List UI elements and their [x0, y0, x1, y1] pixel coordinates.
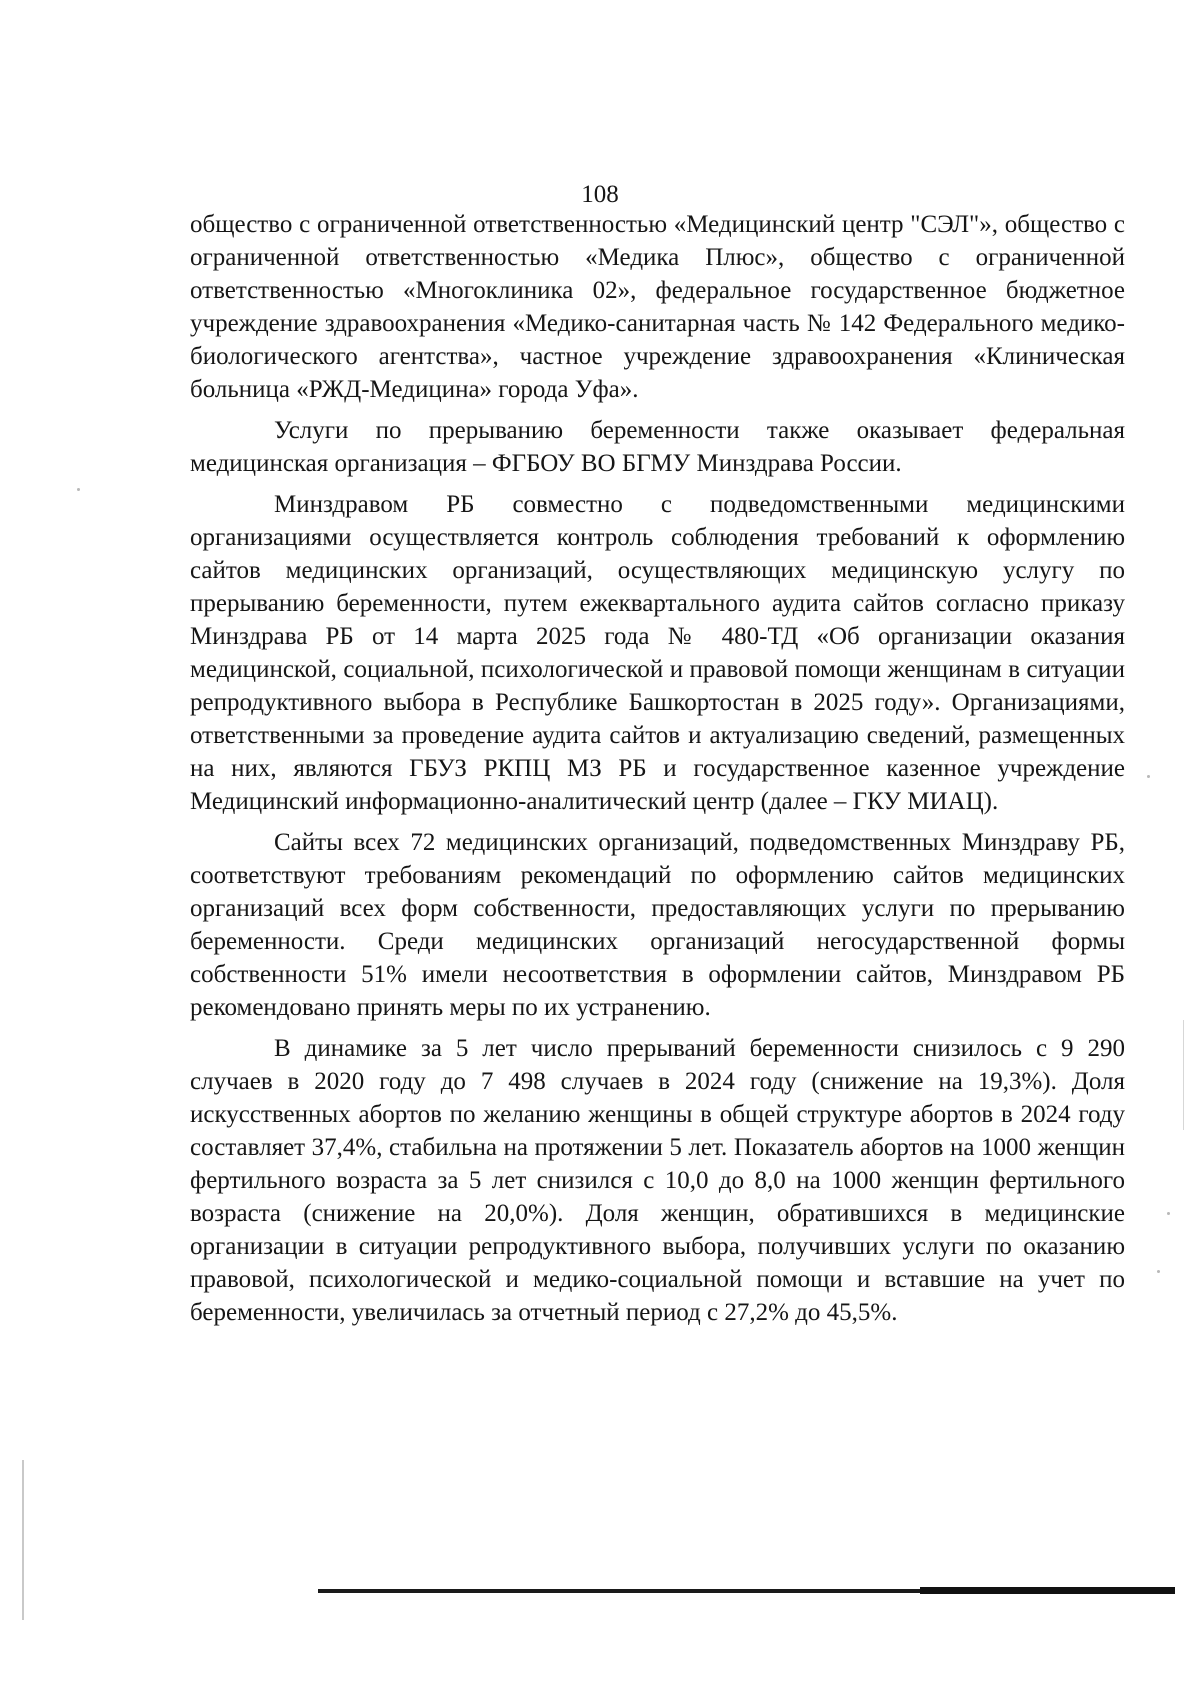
paragraph-organizations-list: общество с ограниченной ответственностью «Медицинский центр "СЭЛ"», общество с ограниченной ответственностью «Медика Плюс», общество с ограниченной ответственностью «Многоклиника 02», федеральное государственное бюджетное учреждение здравоохранения «Медико-санитарная часть № 142 Федерального медико-биологического агентства», частное учреждение здравоохранения «Клиническая больница «РЖД-Медицина» города Уфа».: [190, 211, 1125, 403]
scan-speck: [77, 488, 80, 491]
paragraph-site-audit: Минздравом РБ совместно с подведомственными медицинскими организациями осуществляется контроль соблюдения требований к оформлению сайтов медицинских организаций, осуществляющих медицинскую услугу по прерыванию беременности, путем ежеквартального аудита сайтов согласно приказу Минздрава РБ от 14 марта 2025 года № 480-ТД «Об организации оказания медицинской, социальной, психологической и правовой помощи женщинам в ситуации репродуктивного выбора в Республике Башкортостан в 2025 году». Организациями, ответственными за проведение аудита сайтов и актуализацию сведений, размещенных на них, являются ГБУЗ РКПЦ МЗ РБ и государственное казенное учреждение Медицинский информационно-аналитический центр (далее – ГКУ МИАЦ).: [190, 491, 1125, 815]
scan-edge-bottom-thick: [920, 1587, 1175, 1594]
paragraph-abortion-dynamics: В динамике за 5 лет число прерываний беременности снизилось с 9 290 случаев в 2020 году до 7 498 случаев в 2024 году (снижение на 19,3%). Доля искусственных абортов по желанию женщины в общей структуре абортов в 2024 году составляет 37,4%, стабильна на протяжении 5 лет. Показатель абортов на 1000 женщин фертильного возраста за 5 лет снизился с 10,0 до 8,0 на 1000 женщин фертильного возраста (снижение на 20,0%). Доля женщин, обратившихся в медицинские организации в ситуации репродуктивного выбора, получивших услуги по оказанию правовой, психологической и медико-социальной помощи и вставшие на учет по беременности, увеличилась за отчетный период с 27,2% до 45,5%.: [190, 1035, 1125, 1326]
document-body: [190, 208, 1125, 1337]
scan-speck: [1157, 1270, 1160, 1273]
paragraph-federal-service: Услуги по прерыванию беременности также оказывает федеральная медицинская организация – ФГБОУ ВО БГМУ Минздрава России.: [190, 417, 1125, 477]
scan-edge-right: [1183, 1020, 1184, 1130]
scan-speck: [1147, 775, 1150, 778]
paragraph-site-compliance: Сайты всех 72 медицинских организаций, подведомственных Минздраву РБ, соответствуют требованиям рекомендаций по оформлению сайтов медицинских организаций всех форм собственности, предоставляющих услуги по прерыванию беременности. Среди медицинских организаций негосударственной формы собственности 51% имели несоответствия в оформлении сайтов, Минздравом РБ рекомендовано принять меры по их устранению.: [190, 829, 1125, 1021]
page-number: 108: [581, 181, 619, 208]
scan-speck: [1167, 1212, 1170, 1215]
scan-edge-left: [22, 1460, 24, 1620]
